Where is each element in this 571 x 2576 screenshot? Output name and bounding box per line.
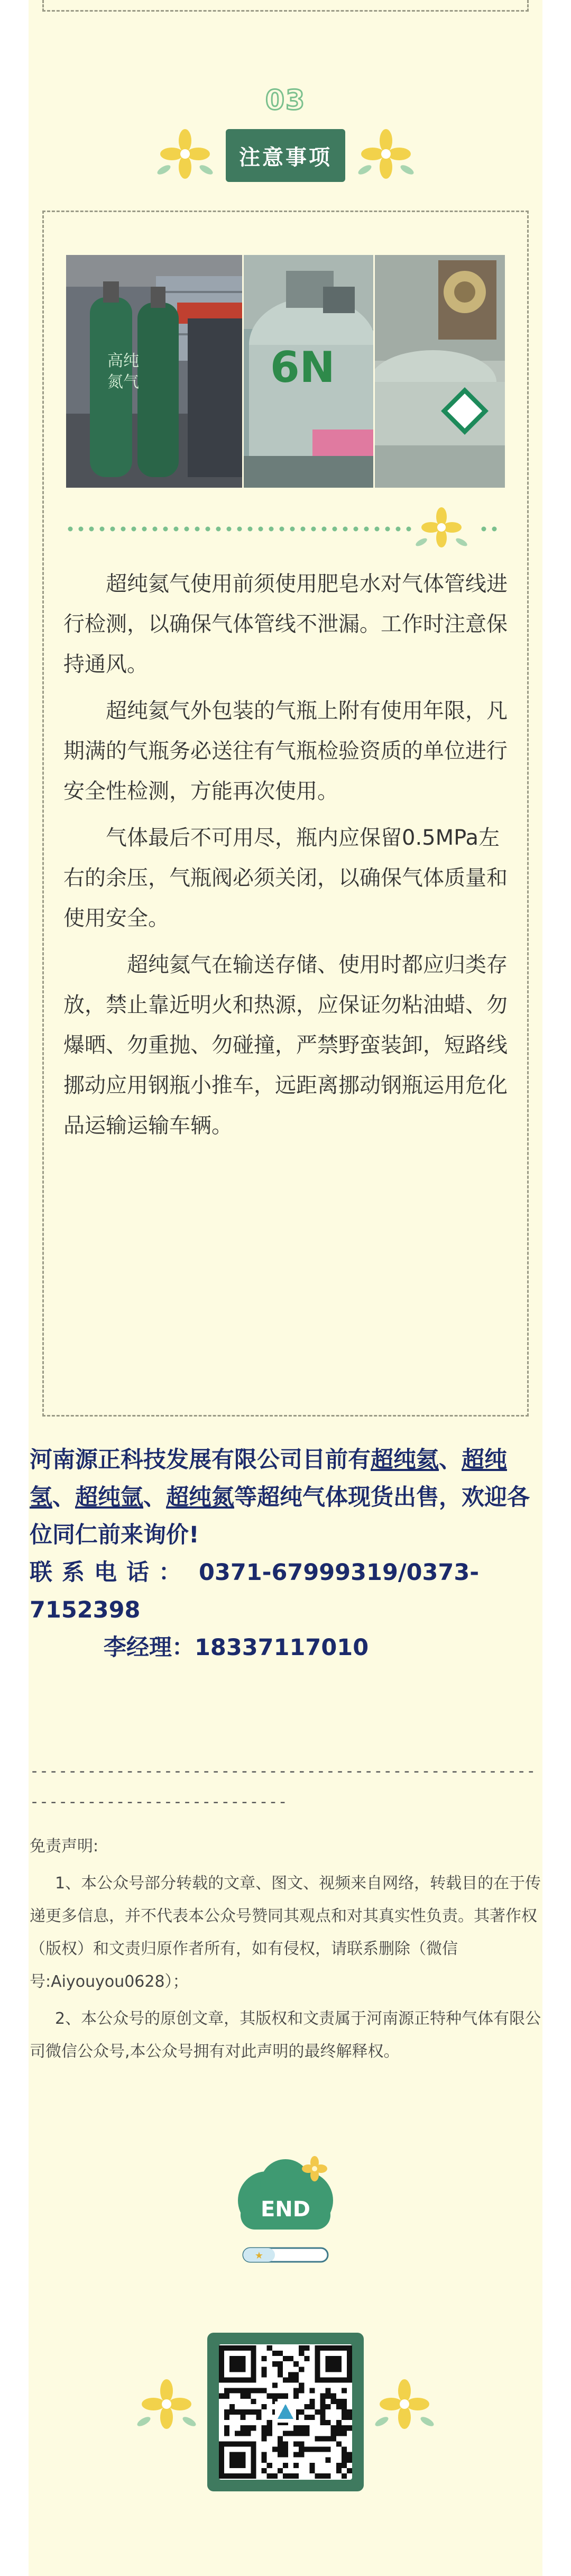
phone-label: 联系电话：: [30, 1559, 191, 1586]
disclaimer-heading: 免责声明:: [30, 1837, 99, 1856]
divider-dot: [482, 527, 486, 532]
disclaimer: [30, 1830, 541, 2072]
product-name: 超纯氢: [30, 1447, 507, 1511]
svg-text:氮气: 氮气: [107, 373, 139, 391]
divider-dot: [269, 527, 274, 532]
cylinder-photo-6n: [244, 255, 373, 488]
notes-body: [63, 564, 508, 1152]
divider-dot: [290, 527, 295, 532]
paragraph: 超纯氦气外包装的气瓶上附有使用年限，凡期满的气瓶务必送往有气瓶检验资质的单位进行安全性检测，方能再次使用。: [63, 699, 508, 803]
divider-dot: [354, 527, 358, 532]
paragraph: 超纯氦气在输送存储、使用时都应归类存放，禁止靠近明火和热源，应保证勿粘油蜡、勿爆晒、勿重抛、勿碰撞，严禁野蛮装卸，短路线挪动应用钢瓶小推车，远距离挪动钢瓶运用危化品运输运输车辆。: [63, 953, 508, 1138]
flower-icon: [153, 125, 217, 183]
section-title-badge: [226, 129, 345, 182]
svg-text:高纯: 高纯: [107, 352, 139, 370]
divider-dot: [385, 527, 390, 532]
divider-dot: [396, 527, 401, 532]
divider-dot: [153, 527, 158, 532]
divider-dot: [280, 527, 284, 532]
section-number: 03: [265, 85, 306, 116]
flower-icon: [354, 125, 418, 183]
divider-dot: [121, 527, 126, 532]
phone-row: [30, 1554, 541, 1629]
divider-dot: [100, 527, 105, 532]
divider-dot: [333, 527, 337, 532]
svg-text:★: ★: [254, 2250, 264, 2261]
divider-dot: [68, 527, 73, 532]
qr-code-frame: [207, 2333, 364, 2491]
company-contact: [30, 1441, 541, 1667]
divider-dot: [322, 527, 327, 532]
flower-icon: [132, 2375, 201, 2433]
disclaimer-item: 2、本公众号的原创文章，其版权和文责属于河南源正特种气体有限公司微信公众号,本公众号拥有对此声明的最终解释权。: [30, 2009, 541, 2061]
flower-icon: [370, 2375, 439, 2433]
paragraph: 超纯氦气使用前须使用肥皂水对气体管线进行检测，以确保气体管线不泄漏。工作时注意保持通风。: [63, 572, 508, 677]
divider-dot: [79, 527, 84, 532]
end-label: END: [260, 2197, 311, 2222]
divider-dot: [216, 527, 221, 532]
phone-number[interactable]: 0371-67999319/0373-7152398: [30, 1559, 480, 1623]
company-intro: 河南源正科技发展有限公司目前有超纯氦、超纯氢、超纯氩、超纯氮等超纯气体现货出售，欢迎各位同仁前来询价!: [30, 1447, 530, 1548]
manager-label: 李经理：: [104, 1634, 195, 1661]
divider-dot: [301, 527, 306, 532]
divider-dot: [248, 527, 253, 532]
divider-dot: [492, 527, 497, 532]
divider-dot: [227, 527, 232, 532]
divider-dot: [89, 527, 94, 532]
cylinder-photo-valve: [375, 255, 505, 488]
disclaimer-item: 1、本公众号部分转载的文章、图文、视频来自网络，转载目的在于传递更多信息，并不代表本公众号赞同其观点和对其真实性负责。其著作权（版权）和文责归原作者所有，如有侵权，请联系删除（微信号:Aiyouyou0628）；: [30, 1874, 541, 1991]
qr-code[interactable]: [219, 2344, 352, 2480]
divider-dot: [259, 527, 263, 532]
divider-dot: [163, 527, 168, 532]
divider-dot: [375, 527, 380, 532]
divider-dot: [185, 527, 189, 532]
end-badge: [219, 2148, 352, 2269]
divider-dot: [195, 527, 200, 532]
divider-dot: [311, 527, 316, 532]
previous-section-border: [42, 0, 529, 12]
section-title: 注意事项: [239, 145, 332, 170]
divider-dot: [132, 527, 136, 532]
divider-dot: [174, 527, 179, 532]
cylinder-photo-warehouse: [66, 255, 242, 488]
divider-dot: [364, 527, 369, 532]
divider-dot: [110, 527, 115, 532]
flower-icon: [410, 505, 473, 553]
svg-text:6N: 6N: [270, 343, 335, 392]
manager-phone[interactable]: 18337117010: [195, 1634, 369, 1661]
paragraph: 气体最后不可用尽，瓶内应保留0.5MPa左右的余压，气瓶阀必须关闭，以确保气体质量和使用安全。: [63, 826, 508, 930]
divider-dot: [237, 527, 242, 532]
product-name: 超纯氩: [75, 1484, 143, 1511]
product-name: 超纯氦: [371, 1447, 439, 1473]
divider-dot: [142, 527, 147, 532]
product-name: 超纯氮: [166, 1484, 234, 1511]
dashed-separator: --------------------------------------------------------------------------------: [30, 1762, 536, 1811]
divider-dot: [343, 527, 348, 532]
divider-dot: [206, 527, 210, 532]
manager-row: [30, 1629, 541, 1667]
